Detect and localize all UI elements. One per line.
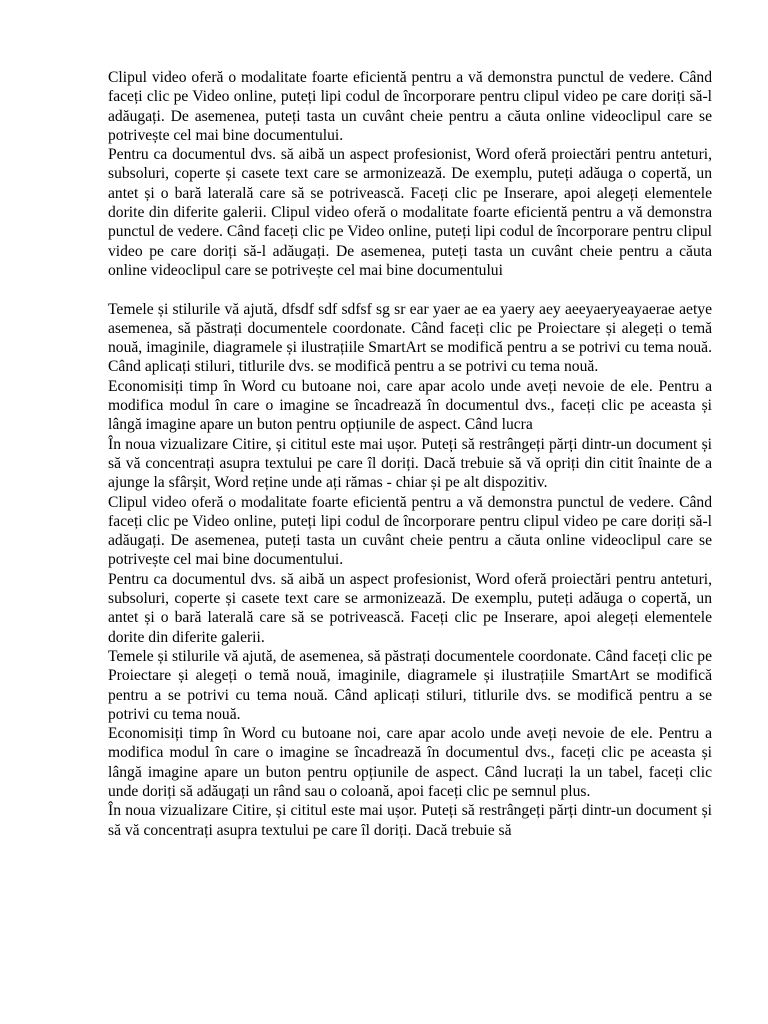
paragraph-themes-2: Temele și stilurile vă ajută, de asemenea, să păstrați documentele coordonate. Când faceți clic pe Proiectare și alegeți o temă nouă, imaginile, diagramele și ilustrațiile SmartArt se modifică pentru a se potrivi cu tema nouă. Când aplicați stiluri, titlurile dvs. se modifică pentru a se potrivi cu tema nouă. bbox=[108, 647, 712, 723]
paragraph-design-1: Pentru ca documentul dvs. să aibă un aspect profesionist, Word oferă proiectări pentru anteturi, subsoluri, coperte și casete text care se armonizează. De exemplu, puteți adăuga o copertă, un antet și o bară laterală care să se potrivească. Faceți clic pe Inserare, apoi alegeți elementele dorite din diferite galerii. Clipul video oferă o modalitate foarte eficientă pentru a vă demonstra punctul de vedere. Când faceți clic pe Video online, puteți lipi codul de încorporare pentru clipul video pe care doriți să-l adăugați. De asemenea, puteți tasta un cuvânt cheie pentru a căuta online videoclipul care se potrivește cel mai bine documentului bbox=[108, 146, 712, 279]
paragraph-video-1: Clipul video oferă o modalitate foarte eficientă pentru a vă demonstra punctul de vedere. Când faceți clic pe Video online, puteți lipi codul de încorporare pentru clipul video pe care doriți să-l adăugați. De asemenea, puteți tasta un cuvânt cheie pentru a căuta online videoclipul care se potrivește cel mai bine documentului. bbox=[108, 69, 712, 144]
paragraph-themes-1: Temele și stilurile vă ajută, dfsdf sdf sdfsf sg sr ear yaer ae ea yaery aey aeeyaeryeayaerae aetye asemenea, să păstrați documentele coordonate. Când faceți clic pe Proiectare și alegeți o temă nouă, imaginile, diagramele și ilustrațiile SmartArt se modifică pentru a se potrivi cu tema nouă. Când aplicați stiluri, titlurile dvs. se modifică pentru a se potrivi cu tema nouă. bbox=[108, 300, 712, 376]
paragraph-reading-2: În noua vizualizare Citire, și cititul este mai ușor. Puteți să restrângeți părți dintr-un document și să vă concentrați asupra textului pe care îl doriți. Dacă trebuie să bbox=[108, 802, 712, 839]
document-page bbox=[108, 68, 712, 840]
paragraph-save-time-2: Economisiți timp în Word cu butoane noi, care apar acolo unde aveți nevoie de ele. Pentru a modifica modul în care o imagine se încadrează în documentul dvs., faceți clic pe aceasta și lângă imagine apare un buton pentru opțiunile de aspect. Când lucrați la un tabel, faceți clic unde doriți să adăugați un rând sau o coloană, apoi faceți clic pe semnul plus. bbox=[108, 725, 712, 800]
paragraph-save-time-1: Economisiți timp în Word cu butoane noi, care apar acolo unde aveți nevoie de ele. Pentru a modifica modul în care o imagine se încadrează în documentul dvs., faceți clic pe aceasta și lângă imagine apare un buton pentru opțiunile de aspect. Când lucra bbox=[108, 377, 712, 434]
paragraph-video-2: Clipul video oferă o modalitate foarte eficientă pentru a vă demonstra punctul de vedere. Când faceți clic pe Video online, puteți lipi codul de încorporare pentru clipul video pe care doriți să-l adăugați. De asemenea, puteți tasta un cuvânt cheie pentru a căuta online videoclipul care se potrivește cel mai bine documentului. bbox=[108, 493, 712, 569]
paragraph-reading-1: În noua vizualizare Citire, și cititul este mai ușor. Puteți să restrângeți părți dintr-un document și să vă concentrați asupra textului pe care îl doriți. Dacă trebuie să vă opriți din citit înainte de a ajunge la sfârșit, Word reține unde ați rămas - chiar și pe alt dispozitiv. bbox=[108, 435, 712, 492]
paragraph-design-2: Pentru ca documentul dvs. să aibă un aspect profesionist, Word oferă proiectări pentru anteturi, subsoluri, coperte și casete text care se armonizează. De exemplu, puteți adăuga o copertă, un antet și o bară laterală care să se potrivească. Faceți clic pe Inserare, apoi alegeți elementele dorite din diferite galerii. bbox=[108, 570, 712, 646]
